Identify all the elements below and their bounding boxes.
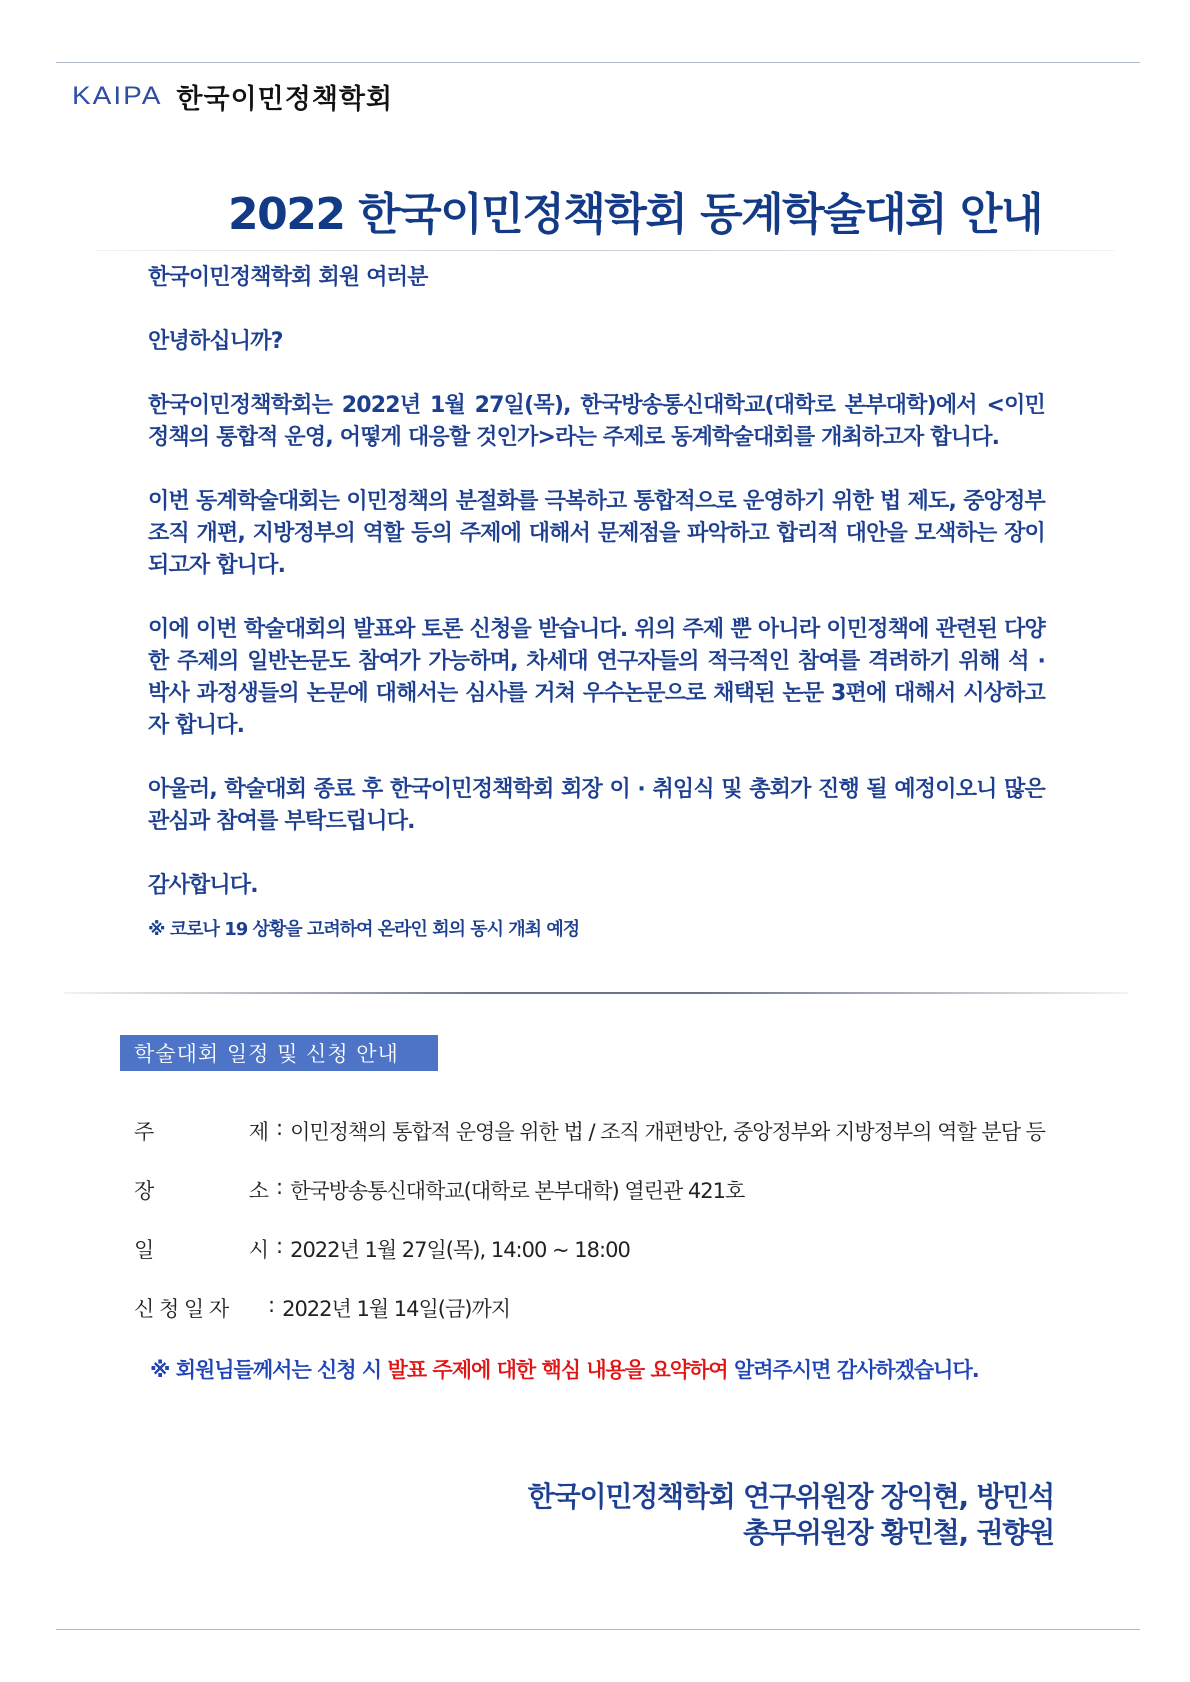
title-divider [96,250,1114,251]
greeting: 한국이민정책학회 회원 여러분 [148,265,428,290]
signature-line2: 총무위원장 황민철, 권향원 [743,1516,1054,1549]
schedule-heading: 학술대회 일정 및 신청 안내 [120,1035,438,1071]
label-b: 소 [248,1179,268,1203]
colon: : [276,1234,283,1258]
label-b: 시 [248,1238,268,1262]
kaipa-logo: KAIPA [72,81,163,110]
date-value: 2022년 1월 27일(목), 14:00 ~ 18:00 [290,1238,630,1262]
deadline-value: 2022년 1월 14일(금)까지 [282,1297,511,1321]
top-rule [56,62,1140,63]
schedule-row-place [134,1175,1045,1234]
note-highlight: 발표 주제에 대한 핵심 내용을 요약하여 [387,1358,728,1382]
thanks: 감사합니다. [148,873,258,898]
letter-body [148,262,1045,946]
schedule-row-deadline [134,1293,1045,1352]
org-name: 한국이민정책학회 [176,83,394,115]
colon: : [276,1175,283,1199]
header [72,74,393,118]
label-b: 제 [248,1120,268,1144]
label-a: 주 [134,1120,154,1144]
paragraph: 이에 이번 학술대회의 발표와 토론 신청을 받습니다. 위의 주제 뿐 아니라 이민정책에 관련된 다양한 주제의 일반논문도 참여가 가능하며, 차세대 연구자들의 적극적인 참여를 격려하기 위해 석 · 박사 과정생들의 논문에 대해서는 심사를 거쳐 우수논문으로 채택된 논문 3편에 대해서 시상하고자 합니다. [148,617,1045,738]
paragraph: 이번 동계학술대회는 이민정책의 분절화를 극복하고 통합적으로 운영하기 위한 법 제도, 중앙정부 조직 개편, 지방정부의 역할 등의 주제에 대해서 문제점을 파악하고 합리적 대안을 모색하는 장이 되고자 합니다. [148,489,1045,578]
page-title: 2022 한국이민정책학회 동계학술대회 안내 [228,189,1042,240]
schedule-row-date [134,1234,1045,1293]
colon: : [268,1293,275,1317]
topic-value: 이민정책의 통합적 운영을 위한 법 / 조직 개편방안, 중앙정부와 지방정부의 역할 분담 등 [290,1120,1045,1144]
schedule-info [134,1116,1045,1352]
note-part3: 알려주시면 감사하겠습니다. [727,1358,979,1382]
bottom-rule [56,1629,1140,1630]
label-a: 장 [134,1179,154,1203]
schedule-row-topic [134,1116,1045,1175]
signature [528,1479,1054,1551]
hello: 안녕하십니까? [148,329,283,354]
note-part1: ※ 회원님들께서는 신청 시 [150,1358,388,1382]
signature-line1: 한국이민정책학회 연구위원장 장익현, 방민석 [527,1480,1054,1513]
application-note [150,1354,979,1384]
place-value: 한국방송통신대학교(대학로 본부대학) 열린관 421호 [290,1179,745,1203]
label-a: 신 청 일 자 [134,1297,229,1321]
paragraph: 아울러, 학술대회 종료 후 한국이민정책학회 회장 이 · 취임식 및 총회가 진행 될 예정이오니 많은 관심과 참여를 부탁드립니다. [148,777,1045,834]
online-note: ※ 코로나 19 상황을 고려하여 온라인 회의 동시 개최 예정 [148,919,580,940]
colon: : [276,1116,283,1140]
label-a: 일 [134,1238,154,1262]
paragraph: 한국이민정책학회는 2022년 1월 27일(목), 한국방송통신대학교(대학로 본부대학)에서 <이민정책의 통합적 운영, 어떻게 대응할 것인가>라는 주제로 동계학술대회를 개최하고자 합니다. [148,393,1045,450]
section-divider [64,992,1128,994]
